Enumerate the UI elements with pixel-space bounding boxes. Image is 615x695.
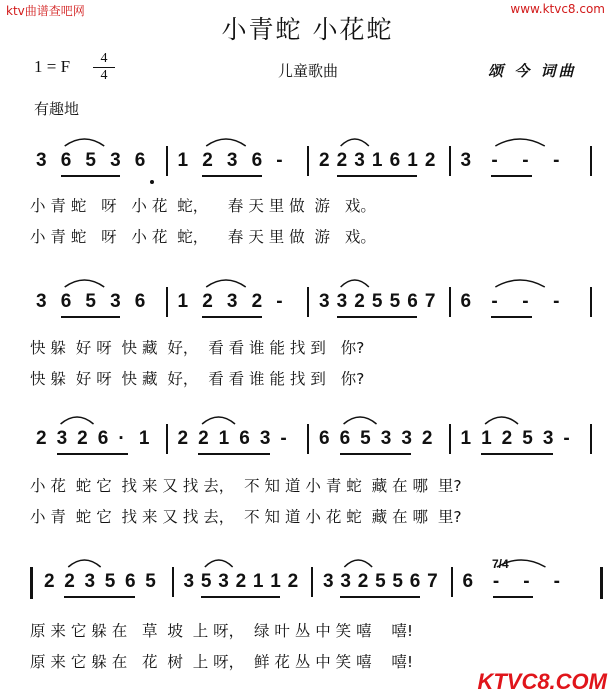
jianpu-note: 2: [424, 150, 436, 171]
jianpu-note: 2: [64, 571, 75, 592]
dash-note: -: [280, 428, 287, 449]
jianpu-note: 1: [177, 150, 189, 171]
time-signature-bottom: 4: [100, 68, 108, 83]
lyric-line: 原 来 它 躲 在 草 坡 上 呀， 绿 叶 丛 中 笑 嘻 嘻!: [30, 622, 414, 640]
jianpu-note: 3: [323, 571, 334, 592]
slur-arc: [205, 560, 233, 567]
jianpu-note: 1: [371, 150, 383, 171]
jianpu-note: 6: [60, 291, 72, 312]
jianpu-note: 1: [481, 428, 492, 449]
dash-note: -: [276, 150, 283, 171]
jianpu-note: 7: [424, 291, 436, 312]
brand-logo: KTVC8.COM: [477, 669, 607, 694]
jianpu-note: 3: [542, 428, 554, 449]
jianpu-note: 2: [354, 291, 365, 312]
jianpu-note: 3: [56, 428, 68, 449]
jianpu-note: 6: [251, 150, 263, 171]
slur-arc: [65, 280, 105, 287]
slur-arc: [495, 139, 544, 146]
jianpu-note: 2: [77, 428, 88, 449]
jianpu-note: 2: [44, 571, 55, 592]
jianpu-note: 5: [200, 571, 212, 592]
jianpu-note: 6: [389, 150, 401, 171]
jianpu-note: 1: [218, 428, 230, 449]
jianpu-note: 6: [239, 428, 250, 449]
jianpu-note: 6: [460, 291, 472, 312]
dash-note: -: [522, 150, 529, 171]
jianpu-note: 5: [360, 428, 371, 449]
jianpu-note: 3: [183, 571, 195, 592]
lyric-line: 小 花 蛇 它 找 来 又 找 去， 不 知 道 小 青 蛇 藏 在 哪 里?: [30, 477, 462, 495]
jianpu-note: 2: [202, 291, 213, 312]
jianpu-note: 3: [84, 571, 96, 592]
lyric-line: 快 躲 好 呀 快 藏 好， 看 看 谁 能 找 到 你?: [30, 339, 365, 357]
jianpu-note: 3: [401, 428, 412, 449]
jianpu-note: 2: [251, 291, 263, 312]
jianpu-note: 2: [336, 150, 348, 171]
song-credit: 颂 今 词曲: [488, 62, 577, 80]
lyric-line: 小 青 蛇 呀 小 花 蛇， 春 天 里 做 游 戏。: [30, 197, 376, 215]
jianpu-note: 1: [407, 150, 418, 171]
dash-note: -: [492, 571, 500, 592]
dash-note: -: [491, 150, 498, 171]
jianpu-note: 3: [36, 291, 47, 312]
jianpu-note: 6: [339, 428, 351, 449]
jianpu-note: 6: [409, 571, 421, 592]
jianpu-note: 2: [287, 571, 299, 592]
slur-arc: [206, 139, 246, 146]
lyric-line: 原 来 它 躲 在 花 树 上 呀， 鲜 花 丛 中 笑 嘻 嘻!: [30, 653, 414, 671]
jianpu-note: 1: [138, 428, 150, 449]
jianpu-note: 2: [319, 150, 330, 171]
jianpu-note: 3: [460, 150, 472, 171]
slur-arc: [344, 417, 377, 424]
dash-note: -: [563, 428, 570, 449]
slur-arc: [202, 417, 235, 424]
lyric-line: 小 青 蛇 它 找 来 又 找 去， 不 知 道 小 花 蛇 藏 在 哪 里?: [30, 508, 462, 526]
jianpu-note: 5: [371, 291, 383, 312]
slur-arc: [65, 139, 105, 146]
dash-note: -: [553, 571, 560, 592]
jianpu-note: 3: [226, 150, 238, 171]
jianpu-note: 5: [522, 428, 533, 449]
slur-arc: [495, 280, 544, 287]
jianpu-note: 2: [235, 571, 247, 592]
jianpu-note: 3: [110, 150, 121, 171]
slur-arc: [341, 280, 369, 287]
jianpu-note: 6: [134, 291, 146, 312]
slur-arc: [341, 139, 369, 146]
watermark-site-name: ktv曲谱查吧网: [6, 4, 85, 18]
jianpu-note: 6: [97, 428, 109, 449]
jianpu-note: 1: [270, 571, 281, 592]
lyric-line: 小 青 蛇 呀 小 花 蛇， 春 天 里 做 游 戏。: [30, 228, 376, 246]
slur-arc: [497, 560, 546, 567]
dash-note: -: [491, 291, 498, 312]
jianpu-note: 6: [319, 428, 330, 449]
jianpu-note: 5: [375, 571, 386, 592]
jianpu-note: 6: [134, 150, 146, 171]
watermark-url: www.ktvc8.com: [510, 2, 605, 16]
jianpu-note: 1: [177, 291, 189, 312]
jianpu-note: 3: [340, 571, 351, 592]
jianpu-note: 3: [259, 428, 271, 449]
time-signature-top: 4: [100, 51, 108, 66]
jianpu-note: 3: [36, 150, 47, 171]
song-title: 小青蛇 小花蛇: [221, 15, 394, 44]
jianpu-note: 3: [226, 291, 238, 312]
jianpu-note: 7: [427, 571, 438, 592]
jianpu-note: 6: [462, 571, 474, 592]
expression-mark: 有趣地: [34, 100, 80, 118]
slur-arc: [206, 280, 246, 287]
jianpu-note: 3: [354, 150, 365, 171]
jianpu-note: 3: [218, 571, 229, 592]
slur-arc: [485, 417, 518, 424]
jianpu-note: 2: [357, 571, 369, 592]
dash-note: -: [522, 291, 529, 312]
key-signature: 1 = F: [34, 57, 71, 76]
jianpu-note: 2: [202, 150, 213, 171]
lyric-line: 快 躲 好 呀 快 藏 好， 看 看 谁 能 找 到 你?: [30, 370, 365, 388]
jianpu-note: 1: [252, 571, 264, 592]
jianpu-note: 6: [60, 150, 72, 171]
jianpu-note: 3: [380, 428, 392, 449]
jianpu-note: 5: [85, 150, 96, 171]
jianpu-note: 3: [319, 291, 330, 312]
jianpu-note: 2: [501, 428, 513, 449]
jianpu-note: 3: [110, 291, 121, 312]
dash-note: -: [276, 291, 283, 312]
dash-note: -: [523, 571, 530, 592]
jianpu-note: 1: [460, 428, 472, 449]
dash-note: -: [553, 150, 560, 171]
jianpu-note: 5: [145, 571, 156, 592]
jianpu-note: 5: [392, 571, 403, 592]
dash-note: -: [553, 291, 560, 312]
jianpu-note: 5: [389, 291, 401, 312]
jianpu-note: 5: [104, 571, 116, 592]
jianpu-note: 2: [421, 428, 433, 449]
jianpu-note: 2: [36, 428, 47, 449]
meter-change-mark: 7/4: [492, 557, 509, 571]
jianpu-note: 2: [177, 428, 189, 449]
jianpu-note: 5: [85, 291, 96, 312]
jianpu-note: 6: [407, 291, 418, 312]
jianpu-note: 6: [125, 571, 136, 592]
slur-arc: [61, 417, 94, 424]
jianpu-note: 3: [336, 291, 348, 312]
slur-arc: [68, 560, 100, 567]
slur-arc: [344, 560, 372, 567]
jianpu-note: 2: [198, 428, 209, 449]
song-genre: 儿童歌曲: [278, 62, 339, 80]
jianpu-note: ·: [118, 428, 125, 449]
